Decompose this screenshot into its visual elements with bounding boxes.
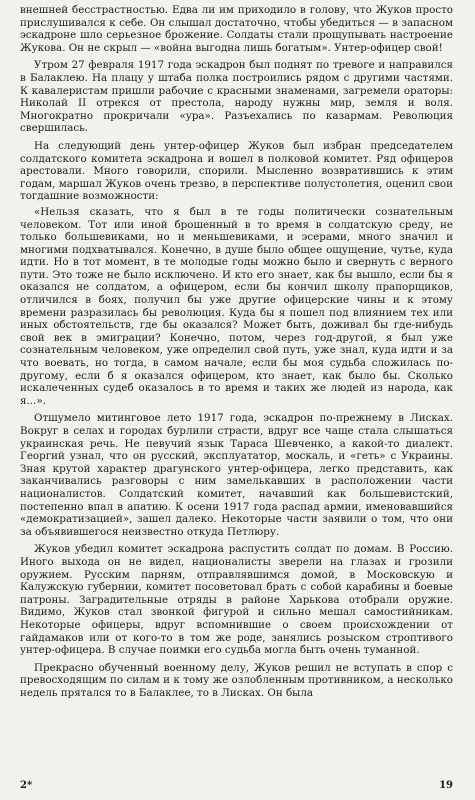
paragraph-1: внешней бесстрастностью. Едва ли им приходило в голову, что Жуков просто прислушивался к себе. Он слышал достаточно, чтобы убедиться — в запасном эскадроне шло серьезное брожение. Солдаты стали прощупывать настроение Жукова. Он не скрыл — «война выгодна лишь богатым». Унтер-офицер свой! xyxy=(20,4,453,54)
page-number: 19 xyxy=(439,780,453,791)
quote-paragraph: «Нельзя сказать, что я был в те годы политически сознательным человеком. Тот или иной брошенный в то время в солдатскую среду, не только большевиками, но и меньшевиками, и эсерами, много значил и многими подхватывался. Конечно, в душе было общее ощущение, чутье, куда идти. Но в тот момент, в те молодые годы можно было и свернуть с верного пути. Это тоже не было исключено. И кто его знает, как бы вышло, если бы я оказался не солдатом, а офицером, если бы кончил школу прапорщиков, отличился в боях, получил бы уже другие офицерские чины и к этому времени разразилась бы революция. Куда бы я пошел под влиянием тех или иных обстоятельств, где бы оказался? Может быть, доживал бы где-нибудь свой век в эмиграции? Конечно, потом, через год-другой, я был уже сознательным человеком, уже определил свой путь, уже знал, куда идти и за что воевать, но тогда, в самом начале, если бы моя судьба сложилась по-другому, если б я оказался офицером, кто знает, как было бы. Сколько искалеченных судеб оказалось в то время и таких же людей из народа, как я...». xyxy=(20,205,453,407)
paragraph-5: Жуков убедил комитет эскадрона распустить солдат по домам. В Россию. Иного выхода он не видел, националисты зверели на глазах и грозили оружием. Русским парням, отправлявшимся домой, в Московскую и Калужскую губернии, комитет посоветовал брать с собой карабины и боевые патроны. Заградительные отряды в районе Харькова отобрали оружие. Видимо, Жуков стал звонкой фигурой и сильно мешал самостийникам. Некоторые офицеры, вдруг вспомнившие о своем происхождении от гайдамаков или от кого-то в том же роде, занялись розыском строптивого унтер-офицера. В случае поимки его судьба могла быть очень туманной. xyxy=(20,543,453,657)
paragraph-6: Прекрасно обученный военному делу, Жуков решил не вступать в спор с превосходящим по силам и к тому же озлобленным противником, а несколько недель прятался то в Балаклее, то в Лисках. Он была xyxy=(20,661,453,699)
paragraph-4: Отшумело митинговое лето 1917 года, эскадрон по-прежнему в Лисках. Вокруг в селах и городах бурлили страсти, вдруг все чаще стала слышаться украинская речь. Не певучий язык Тараса Шевченко, а какой-то диалект. Георгий узнал, что он русский, эксплуататор, москаль, и «геть» с Украины. Зная крутой характер драгунского унтер-офицера, легко представить, как заканчивались разговоры с ним замелькавших в расположении части националистов. Солдатский комитет, начавший как большевистский, постепенно впал в апатию. К осени 1917 года распад армии, именовавшийся «демократизацией», зашел далеко. Некоторые части заявили о том, что они за объявившегося неизвестно откуда Петлюру. xyxy=(20,412,453,538)
paragraph-2: Утром 27 февраля 1917 года эскадрон был поднят по тревоге и направился в Балаклею. На плацу у штаба полка построились рядом с другими частями. К кавалеристам пришли рабочие с красными знаменами, загремели ораторы: Николай II отрекся от престола, народу нужны мир, земля и воля. Многократно прокричали «ура». Разъехались по казармам. Революция свершилась. xyxy=(20,59,453,135)
paragraph-3: На следующий день унтер-офицер Жуков был избран председателем солдатского комитета эскадрона и вошел в полковой комитет. Ряд офицеров арестовали. Много говорили, спорили. Мысленно возвратившись к этим годам, маршал Жуков очень трезво, в перспективе полустолетия, оценил свои тогдашние возможности: xyxy=(20,139,453,203)
signature-mark: 2* xyxy=(20,780,33,791)
